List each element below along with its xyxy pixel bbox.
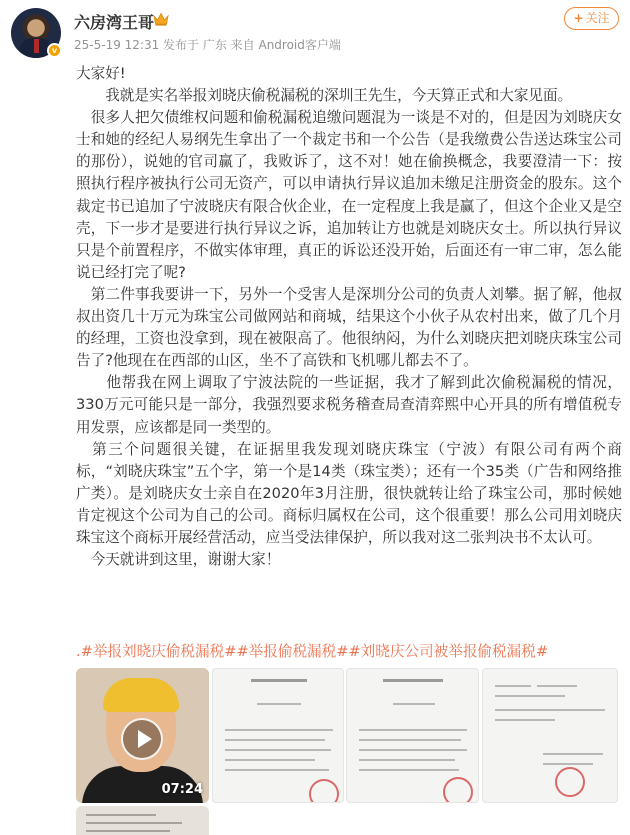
document-line bbox=[495, 695, 565, 697]
document-line bbox=[495, 709, 605, 711]
verified-badge-icon: v bbox=[47, 43, 62, 58]
document-line bbox=[257, 703, 301, 705]
document-line bbox=[86, 830, 170, 832]
video-duration: 07:24 bbox=[161, 782, 203, 797]
video-thumbnail[interactable] bbox=[76, 668, 209, 803]
post-body bbox=[76, 63, 622, 571]
video-hat bbox=[103, 678, 179, 712]
document-line bbox=[359, 769, 459, 771]
document-line bbox=[495, 685, 531, 687]
username[interactable]: 六房湾王哥 bbox=[74, 13, 155, 32]
document-line bbox=[495, 719, 555, 721]
post-meta: 25-5-19 12:31 发布于 广东 来自 Android客户端 bbox=[74, 38, 341, 52]
document-line bbox=[359, 729, 467, 731]
image-thumbnail-document-3[interactable] bbox=[482, 668, 618, 803]
post-header bbox=[0, 0, 630, 60]
document-title-line bbox=[383, 679, 443, 682]
document-title-line bbox=[251, 679, 307, 682]
document-line bbox=[225, 759, 315, 761]
document-line bbox=[225, 769, 329, 771]
follow-button[interactable] bbox=[564, 7, 619, 30]
paragraph: 很多人把欠债维权问题和偷税漏税追缴问题混为一谈是不对的，但是因为刘晓庆女士和她的经纪人易纲先生拿出了一个裁定书和一个公告（是我缴费公告送达珠宝公司的那份），说她的官司赢了，我败诉了，这不对！她在偷换概念，我要澄清一下：按照执行程序被执行公司无资产，可以申请执行异议追加未缴足注册资金的股东。这个裁定书已追加了宁波晓庆有限合伙企业，在一定程度上我是赢了，但这个企业又是空壳，下一步才是要进行执行异议之诉，追加转让方也就是刘晓庆女士。所以执行异议只是个前置程序，不做实体审理，真正的诉讼还没开始，后面还有一审二审，怎么能说已经打完了呢? bbox=[76, 109, 622, 281]
document-line bbox=[393, 703, 435, 705]
paragraph: 第三个问题很关键，在证据里我发现刘晓庆珠宝（宁波）有限公司有两个商标，“刘晓庆珠宝”五个字，第一个是14类（珠宝类）；还有一个35类（广告和网络推广类）。是刘晓庆女士亲自在2020年3月注册，很快就转让给了珠宝公司，那时候她肯定视这个公司为自己的公司。商标归属权在公司，这个很重要！那么公司用刘晓庆珠宝这个商标开展经营活动，应当受法律保护，所以我对这二张判决书不太认可。 bbox=[76, 440, 622, 546]
document-line bbox=[537, 685, 577, 687]
paragraph: 我就是实名举报刘晓庆偷税漏税的深圳王先生，今天算正式和大家见面。 bbox=[76, 87, 573, 105]
image-thumbnail-document-1[interactable] bbox=[212, 668, 344, 803]
document-line bbox=[225, 729, 333, 731]
hashtag-links[interactable]: .#举报刘晓庆偷税漏税##举报偷税漏税##刘晓庆公司被举报偷税漏税# bbox=[76, 643, 549, 660]
paragraph: 他帮我在网上调取了宁波法院的一些证据，我才了解到此次偷税漏税的情况，330万元可能只是一部分，我强烈要求税务稽查局查清弈熙中心开具的所有增值税专用发票，应该都是同一类型的。 bbox=[76, 374, 622, 436]
paragraph: 大家好! bbox=[76, 65, 126, 82]
document-line bbox=[543, 753, 603, 755]
crown-icon bbox=[153, 12, 169, 26]
document-line bbox=[359, 759, 455, 761]
image-thumbnail-document-2[interactable] bbox=[346, 668, 479, 803]
plus-icon: + bbox=[573, 11, 584, 25]
document-line bbox=[86, 814, 156, 816]
seal-stamp bbox=[443, 777, 473, 803]
avatar-tie bbox=[34, 39, 39, 53]
document-line bbox=[86, 822, 182, 824]
image-thumbnail-document-4[interactable] bbox=[76, 806, 209, 835]
paragraph: 第二件事我要讲一下，另外一个受害人是深圳分公司的负责人刘攀。据了解，他叔叔出资几十万元为珠宝公司做网站和商城，结果这个小伙子从农村出来，做了几个月的经理，工资也没拿到，现在被限高了。他很纳闷，为什么刘晓庆把刘晓庆珠宝公司告了?他现在在西部的山区，坐不了高铁和飞机哪儿都去不了。 bbox=[76, 285, 622, 370]
follow-label: 关注 bbox=[585, 11, 610, 25]
paragraph: 今天就讲到这里，谢谢大家！ bbox=[76, 551, 281, 569]
document-line bbox=[225, 739, 325, 741]
document-line bbox=[359, 749, 467, 751]
document-line bbox=[359, 739, 461, 741]
seal-stamp bbox=[309, 779, 339, 803]
play-icon[interactable] bbox=[121, 718, 163, 760]
document-line bbox=[225, 749, 331, 751]
seal-stamp bbox=[555, 767, 585, 797]
document-line bbox=[543, 763, 593, 765]
